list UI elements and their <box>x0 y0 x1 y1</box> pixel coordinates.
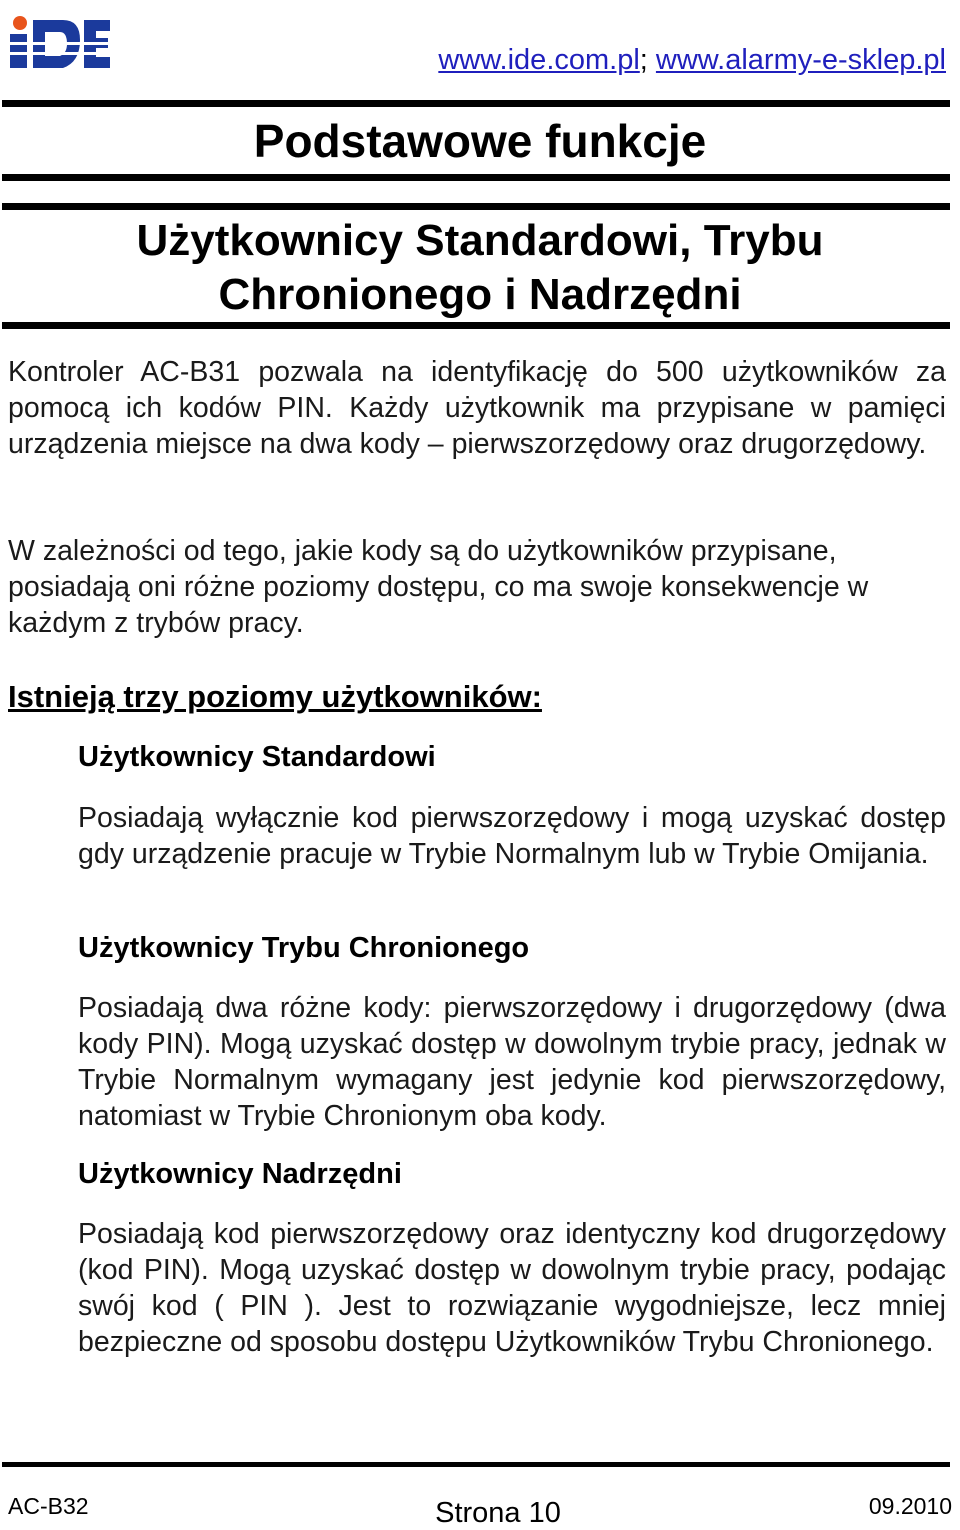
level-master-heading: Użytkownicy Nadrzędni <box>78 1158 402 1190</box>
page-title: Podstawowe funkcje <box>253 115 707 167</box>
intro-paragraph-2: W zależności od tego, jakie kody są do użytkowników przypisane, posiadają oni różne poziomy dostępu, co ma swoje konsekwencje w każdym z trybów pracy. <box>8 535 869 639</box>
footer-model: AC-B32 <box>8 1493 89 1519</box>
footer-date: 09.2010 <box>868 1493 952 1519</box>
subtitle-line-1: Użytkownicy Standardowi, Trybu <box>136 216 824 265</box>
level-master-description: Posiadają kod pierwszorzędowy oraz identyczny kod drugorzędowy (kod PIN). Mogą uzyskać dostęp w dowolnym trybie pracy, podając swój kod ( PIN ). Jest to rozwiązanie wygodniejsze, lecz mniej bezpieczne od sposobu dostępu Użytkowników Trybu Chronionego. <box>78 1218 946 1358</box>
title-rule-bottom <box>2 174 950 181</box>
top-rule <box>2 100 950 107</box>
level-standard-heading: Użytkownicy Standardowi <box>78 741 436 773</box>
website-link-ide[interactable]: www.ide.com.pl <box>438 44 640 76</box>
level-protected-description: Posiadają dwa różne kody: pierwszorzędowy i drugorzędowy (dwa kody PIN). Mogą uzyskać dostęp w dowolnym trybie pracy, jednak w Trybie Normalnym wymagany jest jedynie kod pierwszorzędowy, natomiast w Trybie Chronionym oba kody. <box>78 992 946 1132</box>
level-protected-heading: Użytkownicy Trybu Chronionego <box>78 932 530 964</box>
levels-heading: Istnieją trzy poziomy użytkowników: <box>8 679 542 714</box>
subtitle-line-2: Chronionego i Nadrzędni <box>218 270 742 319</box>
section-subtitle <box>0 214 960 322</box>
intro-paragraph-1: Kontroler AC-B31 pozwala na identyfikację do 500 użytkowników za pomocą ich kodów PIN. Każdy użytkownik ma przypisane w pamięci urządzenia miejsce na dwa kody – pierwszorzędowy oraz drugorzędowy. <box>8 356 946 460</box>
subtitle-rule-top <box>2 203 950 210</box>
header-links <box>438 42 946 78</box>
link-separator: ; <box>639 44 648 76</box>
subtitle-rule-bottom <box>2 322 950 329</box>
website-link-shop[interactable]: www.alarmy-e-sklep.pl <box>655 44 946 76</box>
footer-page-number: Strona 10 <box>435 1497 561 1529</box>
footer-rule <box>2 1462 950 1467</box>
level-standard-description: Posiadają wyłącznie kod pierwszorzędowy i mogą uzyskać dostęp gdy urządzenie pracuje w Trybie Normalnym lub w Trybie Omijania. <box>78 802 946 870</box>
ide-logo <box>8 12 112 70</box>
